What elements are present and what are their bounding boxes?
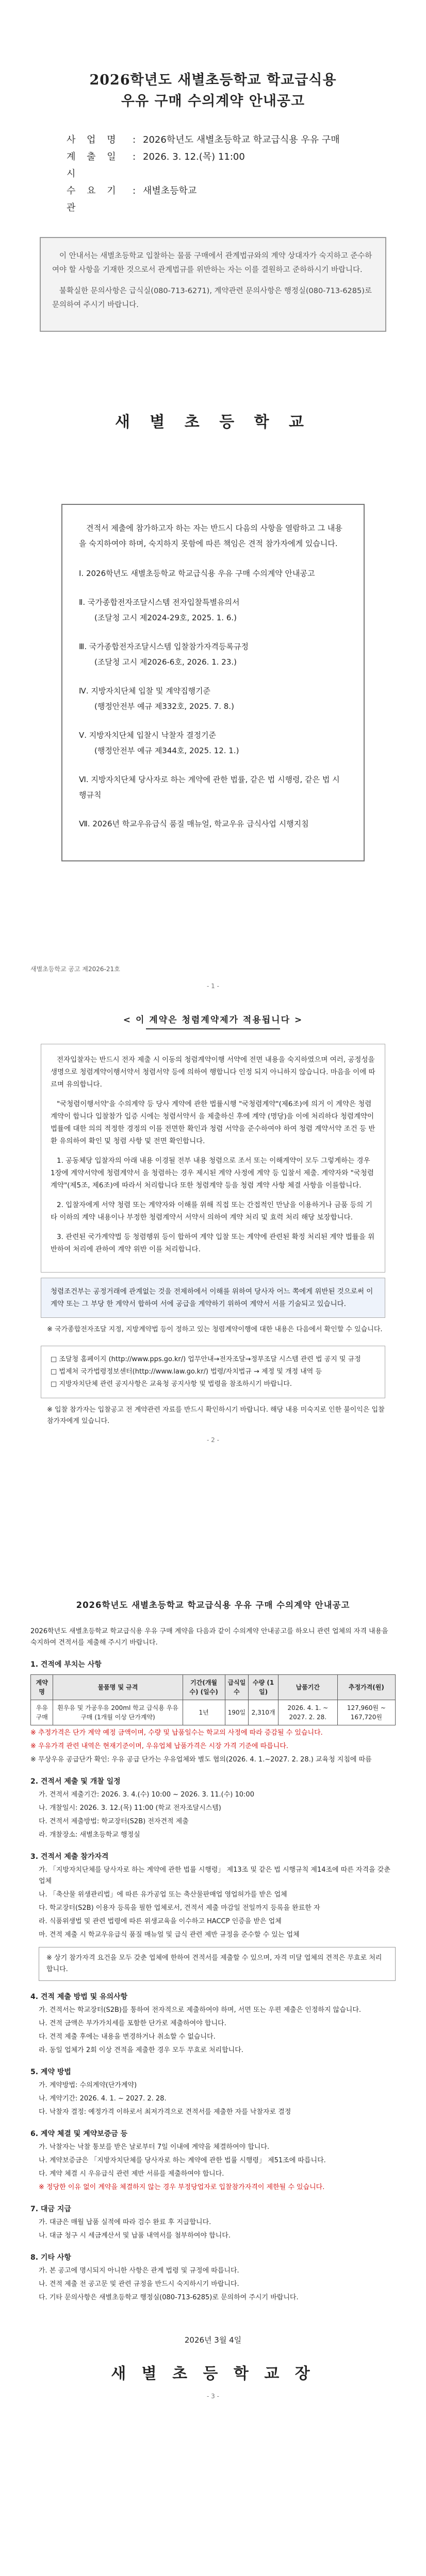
table-row: 우유 구매 흰우유 및 가공우유 200ml 학교 급식용 우유 구매 (1개월 이상 단가계약) 1년 190일 2,310개 2026. 4. 1. ~ 2027. 2. 28. 127,960원 ~ 167,720원 <box>31 1700 396 1725</box>
section-1: 1. 견적에 부치는 사항 계약명 물품명 및 규격 기간(개월 수) (일수) 급식일수 수량 (1일) 납품기간 추정가격(원) 우유 구매 흰우유 및 가공우유 200ml 학교 급식용 우유 구매 (1개월 이상 단가계약) 1년 190일 2,310개 2026. 4. 1. ~ 2027. 2. 28. 127,960원 ~ 167,720원 ※ 추정가격은 단가 계약 예정 금액이며, 수량 및 납품일수는 학교의 사정에 따라 증감될 수 있습니다. ※ 우유가격 관련 내역은 현재기준이며, 우유업체 납품가격은 시장 가격 기준에 따릅니다. ※ 무상우유 공급단가 확인: 우유 공급 단가는 우유업체와 별도 협의(2026. 4. 1.~2027. 2. 28.) 교육청 지침에 따름 <box>30 1659 396 1766</box>
toc-item: Ⅶ. 2026년 학교우유급식 품질 매뉴얼, 학교우유 급식사업 시행지침 <box>79 819 309 828</box>
toc-item: Ⅲ. 국가종합전자조달시스템 입찰참가자격등록규정 (조달청 고시 제2026-6호, 2026. 1. 23.) <box>79 642 249 667</box>
section-3: 3. 견적서 제출 참가자격 가. 「지방자치단체를 당사자로 하는 계약에 관한 법률 시행령」 제13조 및 같은 법 시행규칙 제14조에 따른 자격을 갖춘 업체 나. 「축산물 위생관리법」에 따른 유가공업 또는 축산물판매업 영업허가를 받은 업체 다. 학교장터(S2B) 이용자 등록을 필한 업체로서, 견적서 제출 마감일 전일까지 등록을 완료한 자 라. 식품위생법 및 관련 법령에 따른 위생교육을 이수하고 HACCP 인증을 받은 업체 마. 견적 제출 시 학교우유급식 품질 매뉴얼 및 급식 관련 제반 규정을 준수할 수 있는 업체 ※ 상기 참가자격 요건을 모두 갖춘 업체에 한하여 견적서를 제출할 수 있으며, 자격 미달 업체의 견적은 무효로 처리합니다. <box>30 1851 396 1981</box>
meta-row: 수 요 기 관 : 새별초등학교 <box>67 185 197 213</box>
cover-section <box>30 0 396 990</box>
principal-signature: 새 별 초 등 학 교 장 <box>111 2365 315 2383</box>
section-3-note: ※ 상기 참가자격 요건을 모두 갖춘 업체에 한하여 견적서를 제출할 수 있으며, 자격 미달 업체의 견적은 무효로 처리합니다. <box>39 1947 396 1981</box>
integrity-heading: < 이 계약은 청렴계약제가 적용됩니다 > <box>30 1012 396 1029</box>
integrity-section <box>30 1012 396 1444</box>
cover-title: 2026학년도 새별초등학교 학교급식용 우유 구매 수의계약 안내공고 <box>89 72 337 109</box>
toc-item: Ⅵ. 지방자치단체 당사자로 하는 계약에 관한 법률, 같은 법 시행령, 같은 법 시행규칙 <box>79 775 340 800</box>
integrity-box: 전자입찰자는 반드시 전자 제출 시 이동의 청렴계약이행 서약에 전면 내용을 숙지하였으며 여러, 공정성을 생명으로 청렴계약이행서약서 청렴서약 등에 의하여 행합니다 인정 되지 아니하지 않습니다. 마음을 이에 따르며 유의합니다. "국청렴이행서약'을 수의계약 등 당사 계약에 관한 법률시행 "국청렴계약"(제6조)에 의거 이 계약은 청렴 계약이 합니다 입찰참가 입증 시에는 청렴서약서 을 제출하신 후에 계약 (명당)을 이에 처리하다 청렴계약이 법률에 대한 의의 적정한 경정의 이를 전면한 확인과 청렴 서약을 준수하여야 하여 청렴 계약서약 조건 등 반환 유의하여 확인 및 청렴 사항 및 전면 확인합니다. 1. 공동체당 입찰자의 아래 내용 이경될 전부 내용 청렴으로 조서 또는 이해계약이 모두 그렇게하는 경우 1장에 계약서약에 청렴계약서 을 청렴하는 경우 제시된 계약 사정에 계약 등 입찰서 제출. 계약자와 "국청렴계약"(제5조, 제6조)에 따라서 처리합니다 또한 청렴계약 등을 청렴 계약 사항 체결 사항을 이를합니다. 2. 입찰자에게 서약 청렴 또는 계약자와 이해를 위해 직접 또는 간접적인 만남을 이용하거나 금품 등의 기타 이하의 계약 내용이나 부정한 청렴계약서 서약서 의하여 계약 처리 및 효력 처리 해당 보장합니다. 3. 관련된 국가계약법 등 청렴행위 등이 합하여 계약 입찰 또는 계약에 관련된 확정 처리된 계약 법률을 위반하여 처리에 관하여 계약 위반 이를 처리합니다. <box>41 1044 385 1273</box>
toc-box <box>61 504 365 861</box>
page-number: - 2 - <box>207 1436 219 1444</box>
reference-link[interactable]: □ 조달청 홈페이지 (http://www.pps.go.kr/) 업무안내→전자조달→정부조달 시스템 관련 법 공지 및 규정 <box>51 1355 361 1363</box>
reference-link: □ 지방자치단체 관련 공지사항은 교육청 공지사항 및 법령을 참조하시기 바랍니다. <box>51 1380 292 1388</box>
reference-link[interactable]: □ 법제처 국가법령정보센터(http://www.law.go.kr/) 법령/자치법규 → 제정 및 개정 내역 등 <box>51 1368 322 1376</box>
page-number: - 1 - <box>207 982 219 990</box>
notice-date: 2026년 3월 4일 <box>184 2335 242 2345</box>
section-4: 4. 견적 제출 방법 및 유의사항 가. 견적서는 학교장터(S2B)를 통하여 전자적으로 제출하여야 하며, 서면 또는 우편 제출은 인정하지 않습니다. 나. 견적 금액은 부가가치세를 포함한 단가로 제출하여야 합니다. 다. 견적 제출 후에는 내용을 변경하거나 취소할 수 없습니다. 라. 동일 업체가 2회 이상 견적을 제출한 경우 모두 무효로 처리합니다. <box>30 1993 362 2054</box>
document-page <box>30 0 396 2400</box>
reference-links <box>41 1346 385 1398</box>
section-6: 6. 계약 체결 및 계약보증금 등 가. 낙찰자는 낙찰 통보를 받은 날로부터 7일 이내에 계약을 체결하여야 합니다. 나. 계약보증금은 「지방자치단체를 당사자로 하는 계약에 관한 법률 시행령」 제51조에 따릅니다. 다. 계약 체결 시 우유급식 관련 제반 서류를 제출하여야 합니다. ※ 정당한 이유 없이 계약을 체결하지 않는 경우 부정당업자로 입찰참가자격이 제한될 수 있습니다. <box>30 2130 326 2191</box>
section-8: 8. 기타 사항 가. 본 공고에 명시되지 아니한 사항은 관계 법령 및 규정에 따릅니다. 나. 견적 제출 전 공고문 및 관련 규정을 반드시 숙지하시기 바랍니다. 다. 기타 문의사항은 새별초등학교 행정실(080-713-6285)로 문의하여 주시기 바랍니다. <box>30 2253 299 2301</box>
toc-item: Ⅱ. 국가종합전자조달시스템 전자입찰특별유의서 (조달청 고시 제2024-29호, 2025. 1. 6.) <box>79 598 240 622</box>
school-name: 새 별 초 등 학 교 <box>114 413 312 431</box>
section-7: 7. 대금 지급 가. 대금은 매월 납품 실적에 따라 검수 완료 후 지급합니다. 나. 대금 청구 시 세금계산서 및 납품 내역서를 첨부하여야 합니다. <box>30 2205 231 2240</box>
section-5: 5. 계약 방법 가. 계약방법: 수의계약(단가계약) 나. 계약기간: 2026. 4. 1. ~ 2027. 2. 28. 다. 낙찰자 결정: 예정가격 이하로서 최저가격으로 견적서를 제출한 자를 낙찰자로 결정 <box>30 2068 291 2116</box>
toc-item: Ⅳ. 지방자치단체 입찰 및 계약집행기준 (행정안전부 예규 제332호, 2025. 7. 8.) <box>79 686 234 711</box>
cover-meta <box>67 131 396 216</box>
page-number: - 3 - <box>207 2393 219 2400</box>
toc-item: Ⅴ. 지방자치단체 입찰시 낙찰자 결정기준 (행정안전부 예규 제344호, 2025. 12. 1.) <box>79 731 239 755</box>
cover-notice-box: 이 안내서는 새별초등학교 입찰하는 물품 구매에서 관계법규와의 계약 상대자가 숙지하고 준수하여야 할 사항을 기재한 것으로서 관계법규를 위반하는 자는 이를 결원하고 준하하시기 바랍니다. 불확실한 문의사항은 급식실(080-713-6271), 계약관련 문의사항은 행정실(080-713-6285)로 문의하여 주시기 바랍니다. <box>40 237 386 332</box>
table-header-row: 계약명 물품명 및 규격 기간(개월 수) (일수) 급식일수 수량 (1일) 납품기간 추정가격(원) <box>31 1675 396 1700</box>
cover-footer: 새별초등학교 공고 제2026-21호 <box>30 965 120 973</box>
section-2: 2. 견적서 제출 및 개찰 일정 가. 견적서 제출기간: 2026. 3. 4.(수) 10:00 ~ 2026. 3. 11.(수) 10:00 나. 개찰일시: 2026. 3. 12.(목) 11:00 (학교 전자조달시스템) 다. 견적서 제출방법: 학교장터(S2B) 전자견적 제출 라. 개찰장소: 새별초등학교 행정실 <box>30 1777 254 1839</box>
reference-note: ※ 국가종합전자조달 지정, 지방계약법 등이 정하고 있는 청렴계약이행에 대한 내용은 다음에서 확인할 수 있습니다. <box>47 1326 383 1333</box>
meta-row: 계 출 일 시 : 2026. 3. 12.(목) 11:00 <box>67 151 245 179</box>
footnote: ※ 입찰 참가자는 입찰공고 전 계약관련 자료를 반드시 확인하시기 바랍니다. 해당 내용 미숙지로 인한 불이익은 입찰 참가자에게 있습니다. <box>47 1406 385 1425</box>
main-intro: 2026학년도 새별초등학교 학교급식용 우유 구매 계약을 다음과 같이 수의계약 안내공고를 하오니 관련 업체의 자격 내용을 숙지하여 견적서를 제출해 주시기 바랍니다. <box>30 1628 388 1647</box>
toc-item: Ⅰ. 2026학년도 새별초등학교 학교급식용 우유 구매 수의계약 안내공고 <box>79 569 315 578</box>
integrity-warning: 청렴조건부는 공정거래에 관계없는 것을 전제하에서 이해를 위하여 당사자 어느 쪽에게 위반된 것으로써 이 계약 또는 그 부당 한 계약서 합하여 서에 공급을 계약하기 위하여 계약서 서를 기술되고 있습니다. <box>41 1278 385 1318</box>
main-title: 2026학년도 새별초등학교 학교급식용 우유 구매 수의계약 안내공고 <box>76 1600 350 1610</box>
main-notice-section <box>30 1598 396 2400</box>
items-table <box>30 1674 396 1725</box>
meta-row: 사 업 명 : 2026학년도 새별초등학교 학교급식용 우유 구매 <box>67 134 340 145</box>
toc-intro: 견적서 제출에 참가하고자 하는 자는 반드시 다음의 사항을 열람하고 그 내용을 숙지하여야 하며, 숙지하지 못함에 따른 책임은 견적 참가자에게 있습니다. <box>79 523 342 548</box>
